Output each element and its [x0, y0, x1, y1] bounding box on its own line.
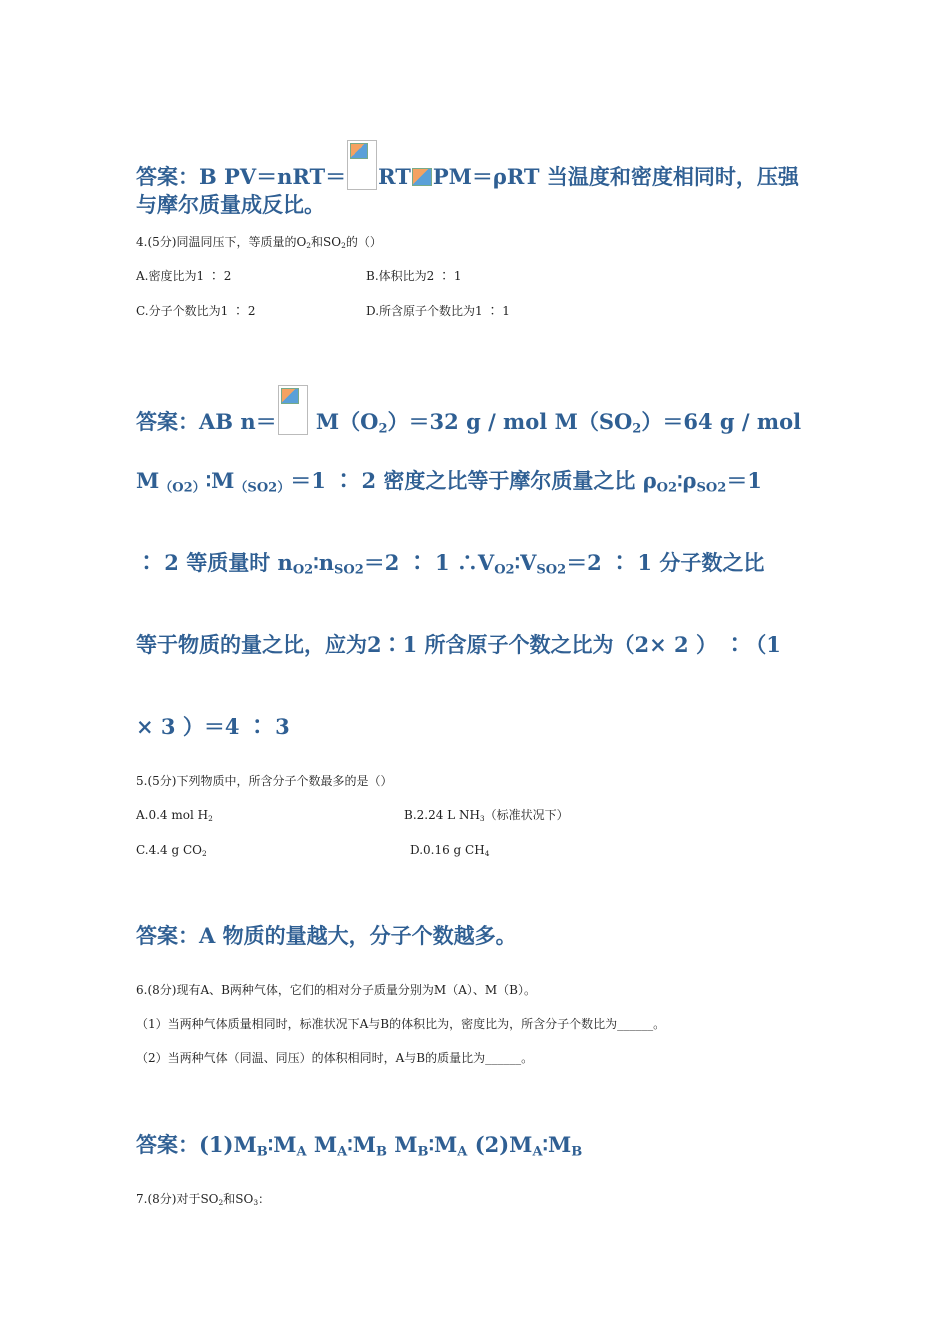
answer-4-line-5: × 3 ）＝4 ∶ 3	[136, 714, 290, 739]
question-4-option-c: C.分子个数比为1 ∶ 2	[136, 304, 256, 318]
question-7-stem: 7.(8分)对于$SO_2$和$SO_3$：	[136, 1192, 271, 1207]
answer-5: 答案：A 物质的量越大，分子个数越多。	[136, 923, 517, 948]
question-5-option-a: A.0.4 mol $H_2$	[136, 808, 213, 823]
answer-6: 答案：$(1)M_B∶M_A$ $M_A∶M_B$ $M_B∶M_A$ $(2)M_A∶M_B$	[136, 1132, 583, 1160]
answer-3-line-1	[136, 140, 799, 190]
question-5-option-c: C.4.4 g $CO_2$	[136, 843, 207, 858]
question-6-part-2: （2）当两种气体（同温、同压）的体积相同时，A与B的质量比为______。	[136, 1051, 534, 1065]
answer-4-line-1: 答案：AB n＝ $M(O_2)=32$ g / mol $M(SO_2)=64$ g / mol	[136, 385, 801, 435]
question-5-stem: 5.(5分)下列物质中，所含分子个数最多的是（）	[136, 774, 393, 788]
question-4-option-d: D.所含原子个数比为1 ∶ 1	[366, 304, 510, 318]
formula-image-inline	[412, 168, 432, 186]
question-4-option-a: A.密度比为1 ∶ 2	[136, 269, 232, 283]
broken-image-icon	[412, 168, 432, 186]
question-6-part-1: （1）当两种气体质量相同时，标准状况下A与B的体积比为，密度比为，所含分子个数比为______。	[136, 1017, 666, 1031]
answer-text: RT	[378, 164, 411, 189]
answer-text: PM＝ρRT 当温度和密度相同时，压强	[432, 164, 799, 189]
answer-3-line-2: 与摩尔质量成反比。	[136, 192, 325, 217]
answer-4-line-3: ∶ 2 等质量时 $n_{O2}∶n_{SO2}=2$ ∶ 1 $\therefore V_{O2}∶V_{SO2}=2$ ∶ 1 分子数之比	[136, 550, 765, 578]
answer-4-line-2: $M_{(O2)}∶M_{(SO2)}=1$ ∶ 2 密度之比等于摩尔质量之比 $\rho_{O2}∶\rho_{SO2}=1$	[136, 468, 762, 496]
question-6-stem: 6.(8分)现有A、B两种气体，它们的相对分子质量分别为M（A）、M（B）。	[136, 983, 536, 997]
answer-text: 答案：B PV＝nRT＝	[136, 164, 347, 189]
formula-image-placeholder	[347, 140, 377, 190]
answer-4-line-4: 等于物质的量之比，应为2∶1 所含原子个数之比为（2× 2 ） ∶（1	[136, 632, 781, 657]
formula-image-placeholder	[278, 385, 308, 435]
broken-image-icon	[281, 388, 299, 404]
question-4-stem: 4.(5分)同温同压下，等质量的$O_2$和$SO_2$的（）	[136, 235, 382, 250]
question-4-option-b: B.体积比为2 ∶ 1	[366, 269, 462, 283]
question-5-option-b: B.2.24 L $NH_3$（标准状况下）	[404, 808, 569, 823]
question-5-option-d: D.0.16 g $CH_4$	[410, 843, 490, 858]
broken-image-icon	[350, 143, 368, 159]
